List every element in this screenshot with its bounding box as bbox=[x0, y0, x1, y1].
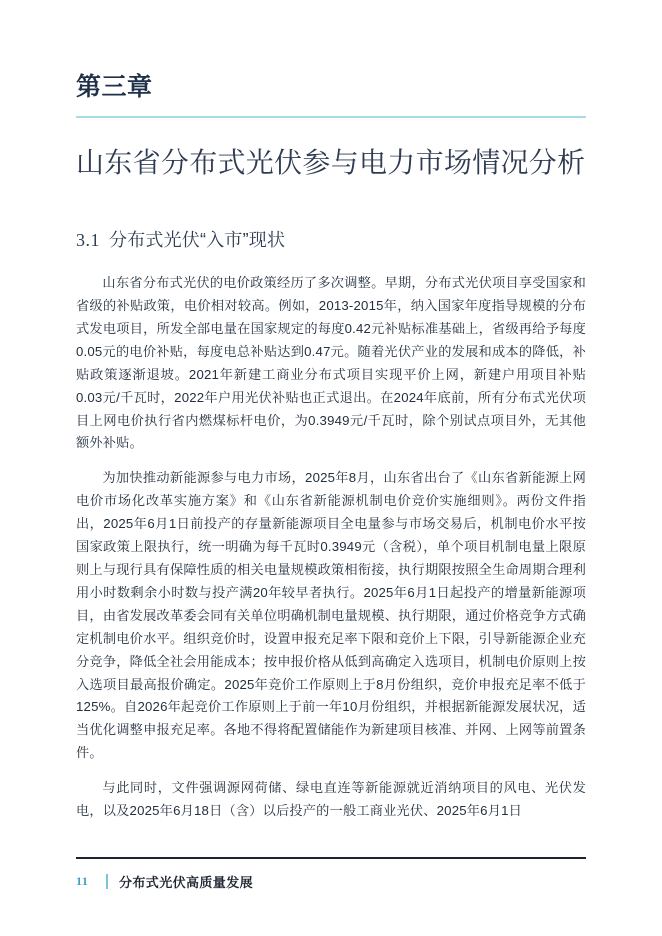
page-footer bbox=[76, 869, 586, 893]
paragraph: 与此同时，文件强调源网荷储、绿电直连等新能源就近消纳项目的风电、光伏发电，以及2025年6月18日（含）以后投产的一般工商业光伏、2025年6月1日 bbox=[76, 780, 586, 819]
page-number: 11 bbox=[76, 873, 89, 888]
footer-divider-rule bbox=[76, 857, 586, 859]
footer-separator-bar bbox=[106, 874, 108, 889]
section-heading bbox=[76, 183, 586, 252]
chapter-label: 第三章 bbox=[76, 73, 153, 101]
paragraph: 山东省分布式光伏的电价政策经历了多次调整。早期，分布式光伏项目享受国家和省级的补贴政策，电价相对较高。例如，2013-2015年，纳入国家年度指导规模的分布式发电项目，所发全部电量在国家规定的每度0.42元补贴标准基础上，省级再给予每度0.05元的电价补贴，每度电总补贴达到0.47元。随着光伏产业的发展和成本的降低，补贴政策逐渐退坡。2021年新建工商业分布式项目实现平价上网，新建户用项目补贴0.03元/千瓦时，2022年户用光伏补贴也正式退出。在2024年底前，所有分布式光伏项目上网电价执行省内燃煤标杆电价，为0.3949元/千瓦时，除个别试点项目外，无其他额外补贴。 bbox=[76, 275, 586, 451]
page-content bbox=[76, 0, 586, 823]
section-title: 分布式光伏“入市”现状 bbox=[109, 229, 286, 250]
chapter-title: 山东省分布式光伏参与电力市场情况分析 bbox=[76, 147, 586, 178]
section-number: 3.1 bbox=[76, 229, 100, 250]
body-copy bbox=[76, 252, 586, 823]
paragraph: 为加快推动新能源参与电力市场，2025年8月，山东省出台了《山东省新能源上网电价市场化改革实施方案》和《山东省新能源机制电价竞价实施细则》。两份文件指出，2025年6月1日前投产的存量新能源项目全电量参与市场交易后，机制电价水平按国家政策上限执行，统一明确为每千瓦时0.3949元（含税），单个项目机制电量上限原则上与现行具有保障性质的相关电量规模政策相衔接，执行期限按照全生命周期合理利用小时数剩余小时数与投产满20年较早者执行。2025年6月1日起投产的增量新能源项目，由省发展改革委会同有关单位明确机制电量规模、执行期限，通过价格竞争方式确定机制电价水平。组织竞价时，设置申报充足率下限和竞价上下限，引导新能源企业充分竞争，降低全社会用能成本；按申报价格从低到高确定入选项目，机制电价原则上按入选项目最高报价确定。2025年竞价工作原则上于8月份组织，竞价申报充足率不低于125%。自2026年起竞价工作原则上于前一年10月份组织，并根据新能源发展状况，适当优化调整申报充足率。各地不得将配置储能作为新建项目核准、并网、上网等前置条件。 bbox=[76, 470, 586, 761]
running-title: 分布式光伏高质量发展 bbox=[119, 874, 254, 890]
